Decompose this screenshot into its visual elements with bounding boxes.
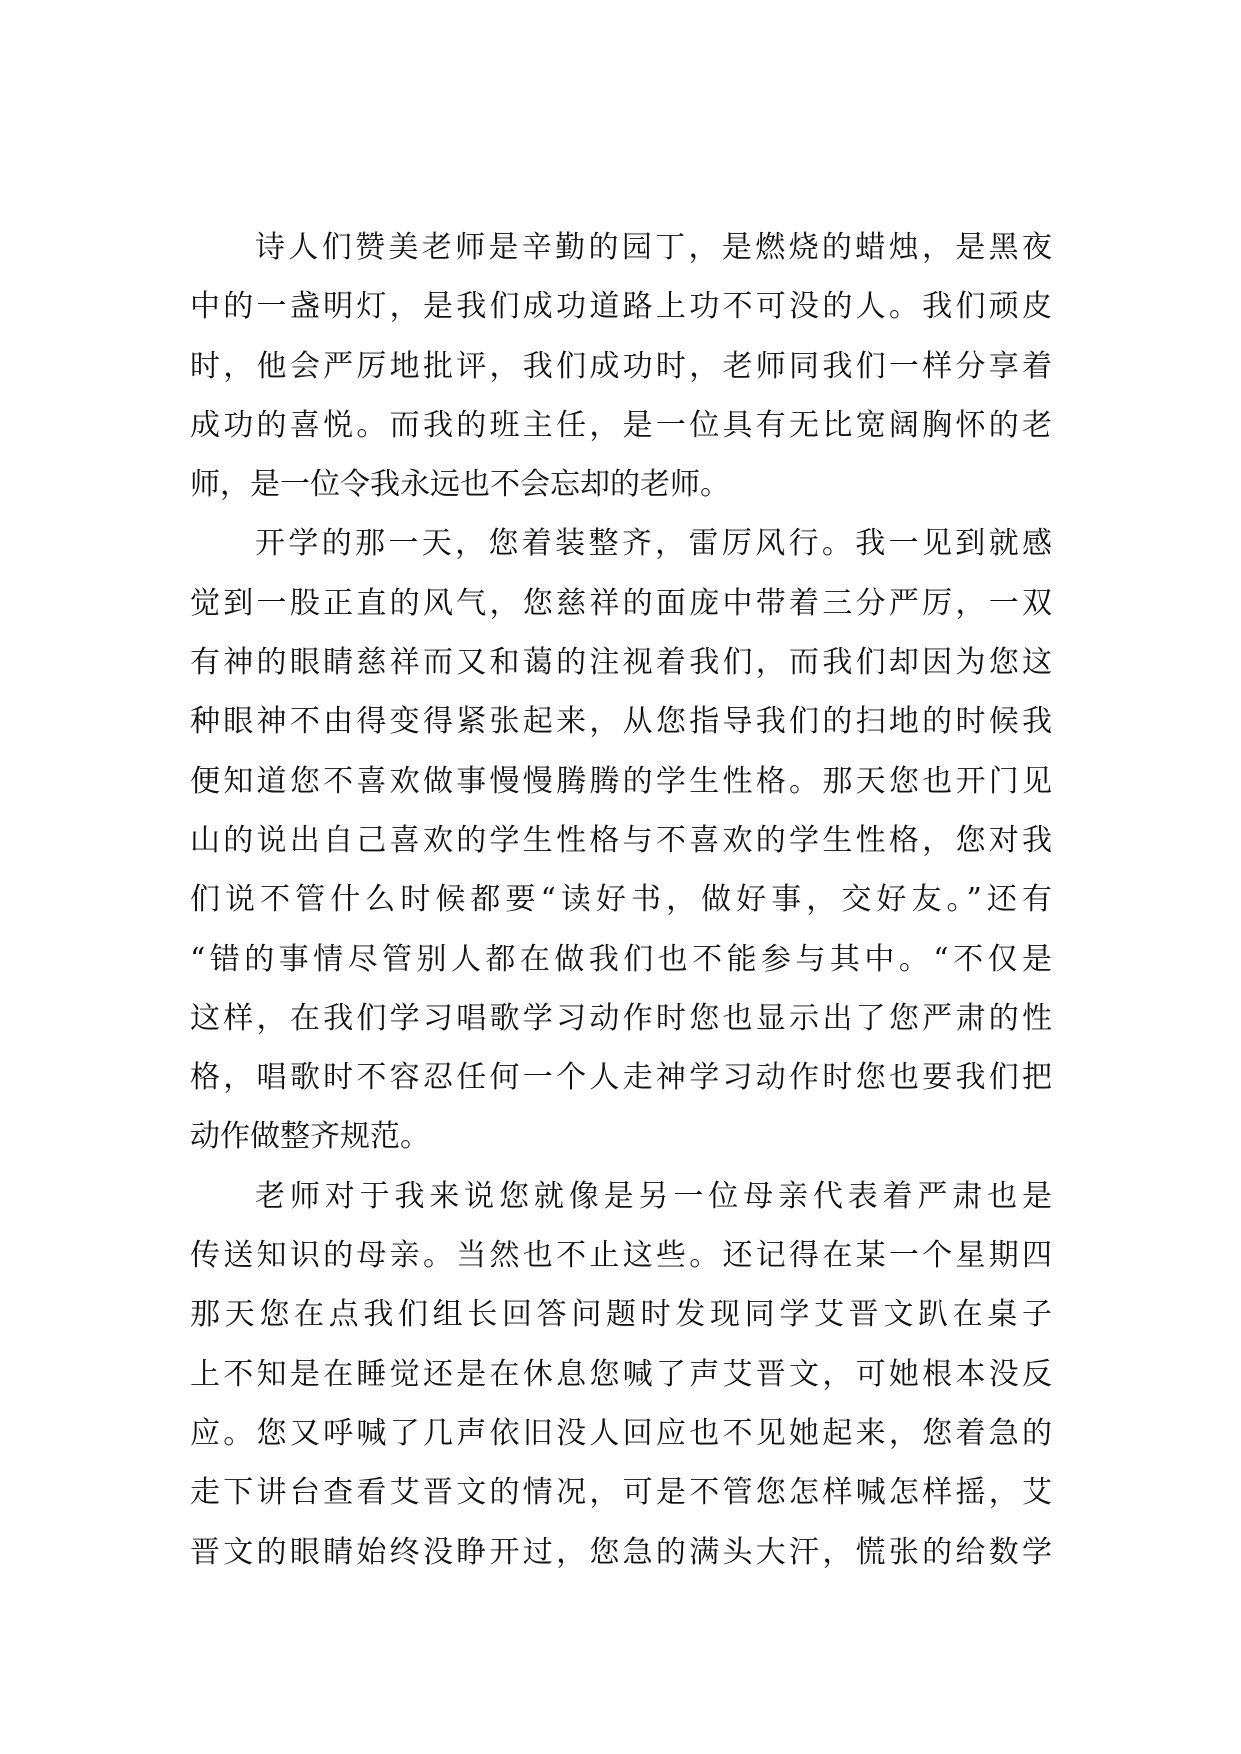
- paragraph-2-line-9: 这样，在我们学习唱歌学习动作时您也显示出了您严肃的性: [190, 1000, 1052, 1036]
- paragraph-2-line-2: 觉到一股正直的风气，您慈祥的面庞中带着三分严厉，一双: [190, 585, 1052, 621]
- paragraph-2-line-10: 格，唱歌时不容忍任何一个人走神学习动作时您也要我们把: [190, 1060, 1052, 1096]
- body-text: [190, 218, 1052, 1582]
- paragraph-1-line-1: 诗人们赞美老师是辛勤的园丁，是燃烧的蜡烛，是黑夜: [255, 230, 1052, 265]
- paragraph-2-line-11: 动作做整齐规范。: [190, 1119, 430, 1155]
- paragraph-1-line-2: 中的一盏明灯，是我们成功道路上功不可没的人。我们顽皮: [190, 289, 1052, 325]
- paragraph-3-line-6: 走下讲台查看艾晋文的情况，可是不管您怎样喊怎样摇，艾: [190, 1475, 1052, 1511]
- paragraph-2-line-3: 有神的眼睛慈祥而又和蔼的注视着我们，而我们却因为您这: [190, 645, 1052, 681]
- paragraph-3-line-4: 上不知是在睡觉还是在休息您喊了声艾晋文，可她根本没反: [190, 1356, 1052, 1392]
- paragraph-3-line-3: 那天您在点我们组长回答问题时发现同学艾晋文趴在桌子: [190, 1297, 1052, 1333]
- paragraph-1-line-4: 成功的喜悦。而我的班主任，是一位具有无比宽阔胸怀的老: [190, 407, 1052, 443]
- paragraph-3-line-7: 晋文的眼睛始终没睁开过，您急的满头大汗，慌张的给数学: [190, 1534, 1052, 1570]
- paragraph-3-line-2: 传送知识的母亲。当然也不止这些。还记得在某一个星期四: [190, 1238, 1052, 1274]
- paragraph-2-line-4: 种眼神不由得变得紧张起来，从您指导我们的扫地的时候我: [190, 704, 1052, 740]
- paragraph-2-line-6: 山的说出自己喜欢的学生性格与不喜欢的学生性格，您对我: [190, 822, 1052, 858]
- paragraph-2-line-8: “错的事情尽管别人都在做我们也不能参与其中。“不仅是: [190, 941, 1052, 977]
- paragraph-1-line-5: 师，是一位令我永远也不会忘却的老师。: [190, 467, 730, 503]
- paragraph-3-line-5: 应。您又呼喊了几声依旧没人回应也不见她起来，您着急的: [190, 1415, 1052, 1451]
- paragraph-1-line-3: 时，他会严厉地批评，我们成功时，老师同我们一样分享着: [190, 348, 1052, 384]
- paragraph-3-line-1: 老师对于我来说您就像是另一位母亲代表着严肃也是: [255, 1178, 1052, 1214]
- paragraph-2-line-1: 开学的那一天，您着装整齐，雷厉风行。我一见到就感: [255, 526, 1052, 562]
- paragraph-2-line-7: 们说不管什么时候都要“读好书，做好事，交好友。”还有: [190, 882, 1052, 918]
- paragraph-2-line-5: 便知道您不喜欢做事慢慢腾腾的学生性格。那天您也开门见: [190, 763, 1052, 799]
